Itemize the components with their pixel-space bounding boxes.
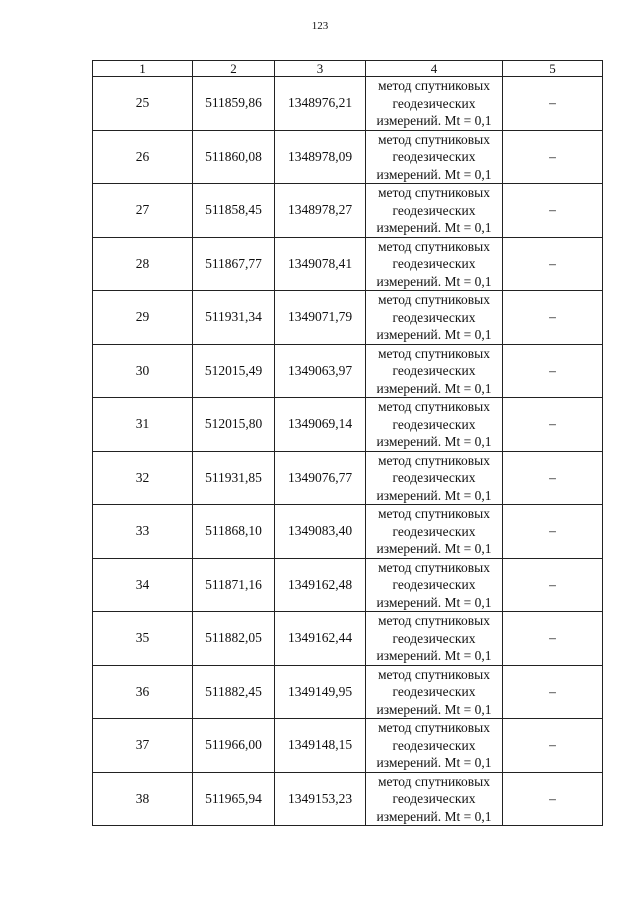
point-number-cell: 36 — [93, 665, 193, 719]
y-coordinate-cell: 1349162,48 — [275, 558, 366, 612]
method-line: геодезических — [392, 202, 476, 218]
note-cell: – — [503, 184, 603, 238]
column-header-1: 1 — [93, 61, 193, 77]
y-coordinate-cell: 1348978,09 — [275, 130, 366, 184]
x-coordinate-cell: 511871,16 — [193, 558, 275, 612]
note-cell: – — [503, 237, 603, 291]
table-row — [93, 237, 603, 291]
method-line: метод спутниковых — [378, 666, 490, 682]
point-number-cell: 27 — [93, 184, 193, 238]
y-coordinate-cell: 1348976,21 — [275, 77, 366, 131]
method-line: метод спутниковых — [378, 185, 490, 200]
table-row — [93, 558, 603, 612]
table-row — [93, 184, 603, 238]
table-row — [93, 398, 603, 452]
page-number: 123 — [311, 20, 329, 32]
coordinates-table — [92, 60, 603, 826]
table-row — [93, 130, 603, 184]
x-coordinate-cell: 511966,00 — [193, 719, 275, 773]
method-line: метод спутниковых — [378, 292, 490, 307]
table-row — [93, 612, 603, 666]
x-coordinate-cell: 511931,85 — [193, 451, 275, 505]
method-cell — [366, 291, 503, 345]
note-cell: – — [503, 505, 603, 559]
point-number-cell: 29 — [93, 291, 193, 345]
table-row — [93, 505, 603, 559]
x-coordinate-cell: 511965,94 — [193, 772, 275, 826]
point-number-cell: 35 — [93, 612, 193, 666]
method-line: измерений. Mt = 0,1 — [376, 380, 492, 396]
column-header-3: 3 — [275, 61, 366, 77]
method-line: измерений. Mt = 0,1 — [376, 220, 492, 235]
x-coordinate-cell: 511882,05 — [193, 612, 275, 666]
x-coordinate-cell: 511867,77 — [193, 237, 275, 291]
x-coordinate-cell: 511868,10 — [193, 505, 275, 559]
note-cell: – — [503, 612, 603, 666]
method-line: измерений. Mt = 0,1 — [376, 327, 492, 342]
method-line: метод спутниковых — [378, 131, 490, 147]
method-line: метод спутниковых — [378, 399, 490, 414]
note-cell: – — [503, 451, 603, 505]
note-cell: – — [503, 398, 603, 452]
y-coordinate-cell: 1349162,44 — [275, 612, 366, 666]
method-line: геодезических — [392, 577, 476, 592]
method-cell — [366, 558, 503, 612]
method-line: геодезических — [392, 256, 476, 271]
point-number-cell: 38 — [93, 772, 193, 826]
method-line: измерений. Mt = 0,1 — [376, 701, 492, 717]
method-cell — [366, 130, 503, 184]
method-cell — [366, 398, 503, 452]
table-row — [93, 719, 603, 773]
method-cell — [366, 451, 503, 505]
table-row — [93, 344, 603, 398]
method-line: геодезических — [392, 630, 476, 646]
note-cell: – — [503, 558, 603, 612]
method-line: измерений. Mt = 0,1 — [376, 541, 492, 556]
table-row — [93, 291, 603, 345]
point-number-cell: 30 — [93, 344, 193, 398]
method-line: геодезических — [392, 791, 476, 806]
y-coordinate-cell: 1349083,40 — [275, 505, 366, 559]
x-coordinate-cell: 512015,80 — [193, 398, 275, 452]
method-line: геодезических — [392, 363, 476, 378]
y-coordinate-cell: 1348978,27 — [275, 184, 366, 238]
x-coordinate-cell: 511860,08 — [193, 130, 275, 184]
column-header-5: 5 — [503, 61, 603, 77]
method-line: метод спутниковых — [378, 720, 490, 735]
point-number-cell: 25 — [93, 77, 193, 131]
x-coordinate-cell: 512015,49 — [193, 344, 275, 398]
method-cell — [366, 719, 503, 773]
method-cell — [366, 772, 503, 826]
method-line: метод спутниковых — [378, 238, 490, 254]
method-line: измерений. Mt = 0,1 — [376, 113, 492, 128]
point-number-cell: 34 — [93, 558, 193, 612]
method-line: измерений. Mt = 0,1 — [376, 648, 492, 663]
method-line: геодезических — [392, 470, 476, 485]
table-body — [93, 77, 603, 826]
method-line: измерений. Mt = 0,1 — [376, 755, 492, 770]
method-line: метод спутниковых — [378, 559, 490, 575]
method-cell — [366, 612, 503, 666]
header-row — [93, 61, 603, 77]
y-coordinate-cell: 1349071,79 — [275, 291, 366, 345]
x-coordinate-cell: 511931,34 — [193, 291, 275, 345]
method-line: геодезических — [392, 737, 476, 753]
method-line: метод спутниковых — [378, 345, 490, 361]
point-number-cell: 28 — [93, 237, 193, 291]
column-header-2: 2 — [193, 61, 275, 77]
x-coordinate-cell: 511882,45 — [193, 665, 275, 719]
method-line: геодезических — [392, 149, 476, 164]
method-line: геодезических — [392, 523, 476, 539]
table-row — [93, 772, 603, 826]
method-line: метод спутниковых — [378, 452, 490, 468]
note-cell: – — [503, 719, 603, 773]
note-cell: – — [503, 77, 603, 131]
note-cell: – — [503, 665, 603, 719]
y-coordinate-cell: 1349078,41 — [275, 237, 366, 291]
method-line: измерений. Mt = 0,1 — [376, 166, 492, 182]
note-cell: – — [503, 291, 603, 345]
method-line: измерений. Mt = 0,1 — [376, 594, 492, 610]
method-line: метод спутниковых — [378, 78, 490, 93]
method-line: измерений. Mt = 0,1 — [376, 434, 492, 449]
method-cell — [366, 237, 503, 291]
y-coordinate-cell: 1349063,97 — [275, 344, 366, 398]
y-coordinate-cell: 1349148,15 — [275, 719, 366, 773]
x-coordinate-cell: 511859,86 — [193, 77, 275, 131]
method-cell — [366, 505, 503, 559]
table-row — [93, 451, 603, 505]
point-number-cell: 37 — [93, 719, 193, 773]
method-cell — [366, 344, 503, 398]
note-cell: – — [503, 344, 603, 398]
note-cell: – — [503, 130, 603, 184]
method-cell — [366, 77, 503, 131]
method-line: измерений. Mt = 0,1 — [376, 487, 492, 503]
method-line: метод спутниковых — [378, 773, 490, 789]
point-number-cell: 26 — [93, 130, 193, 184]
method-line: измерений. Mt = 0,1 — [376, 808, 492, 824]
point-number-cell: 33 — [93, 505, 193, 559]
y-coordinate-cell: 1349153,23 — [275, 772, 366, 826]
method-line: геодезических — [392, 416, 476, 432]
column-header-4: 4 — [366, 61, 503, 77]
method-line: метод спутниковых — [378, 613, 490, 628]
point-number-cell: 32 — [93, 451, 193, 505]
method-line: геодезических — [392, 95, 476, 111]
point-number-cell: 31 — [93, 398, 193, 452]
table-row — [93, 665, 603, 719]
x-coordinate-cell: 511858,45 — [193, 184, 275, 238]
method-line: геодезических — [392, 684, 476, 699]
y-coordinate-cell: 1349149,95 — [275, 665, 366, 719]
y-coordinate-cell: 1349076,77 — [275, 451, 366, 505]
method-line: геодезических — [392, 309, 476, 325]
note-cell: – — [503, 772, 603, 826]
y-coordinate-cell: 1349069,14 — [275, 398, 366, 452]
method-cell — [366, 665, 503, 719]
method-line: метод спутниковых — [378, 506, 490, 521]
method-cell — [366, 184, 503, 238]
method-line: измерений. Mt = 0,1 — [376, 273, 492, 289]
table-row — [93, 77, 603, 131]
